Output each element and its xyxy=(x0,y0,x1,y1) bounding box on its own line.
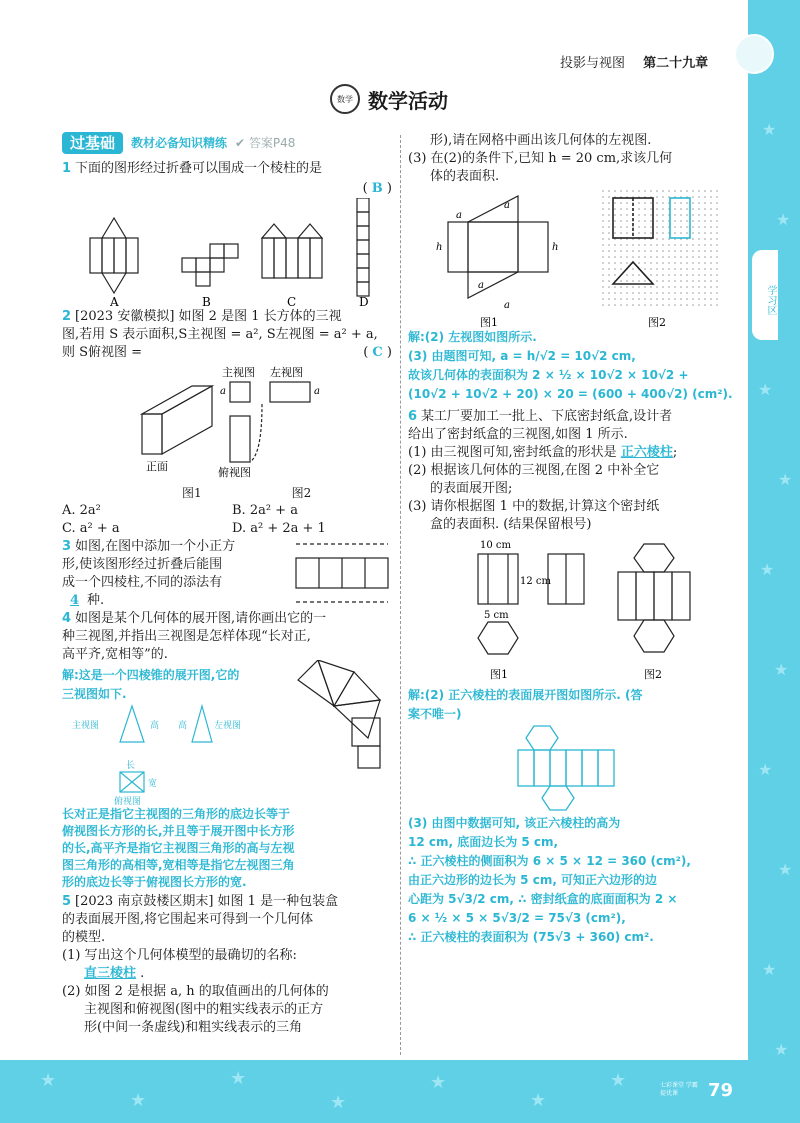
dim-10cm: 10 cm xyxy=(480,540,511,551)
question-text: [2023 安徽模拟] 如图 2 是图 1 长方体的三视 xyxy=(75,309,342,324)
question-text: 的表面展开图,将它围起来可得到一个几何体 xyxy=(62,912,314,927)
solution-text: 解:这是一个四棱锥的展开图,它的 三视图如下. xyxy=(62,668,240,701)
question-text: 某工厂要加工一批上、下底密封纸盒,设计者 xyxy=(421,409,673,424)
height-label: 高 xyxy=(150,721,160,731)
height-label: 高 xyxy=(178,721,188,731)
question-text: 下面的图形经过折叠可以围成一个棱柱的是 xyxy=(75,161,323,176)
q2-figures xyxy=(62,364,392,484)
label-a: A xyxy=(110,295,119,308)
h-label: h xyxy=(436,242,443,253)
label-c: C xyxy=(287,295,297,308)
front-view-label: 主视图 xyxy=(222,366,255,379)
facing-label: 正面 xyxy=(146,460,168,473)
page-number: 79 xyxy=(708,1080,734,1101)
question-part: 体的表面积. xyxy=(430,169,500,184)
question-5: 5 [2023 南京鼓楼区期末] 如图 1 是一种包装盒 的表面展开图,将它围起来可得到一个几何体 的模型. (1) 写出这个几何体模型的最确切的名称: 直三棱柱 . (2) 如图 2 是根据 a, h 的取值画出的几何体的 主视图和俯视图(图中的粗实线表示的正方 形(中间一条虚线)和粗实线表示的三角 xyxy=(62,894,339,1035)
q6-figures xyxy=(408,536,738,686)
decorative-star-strip: ★ ★ ★ ★ ★ ★ ★ ★ ★ ★ xyxy=(748,0,800,1123)
label-b: B xyxy=(202,295,211,308)
side-tab: 学习区 xyxy=(752,250,778,340)
question-part: 形),请在网格中画出该几何体的左视图. xyxy=(430,133,652,148)
fig2-caption: 图2 xyxy=(648,316,666,328)
q2-options xyxy=(62,502,392,538)
question-text: 图,若用 S 表示面积,S主视图 = a², S左视图 = a² + a, xyxy=(62,327,378,342)
question-6: 6 某工厂要加工一批上、下底密封纸盒,设计者 给出了密封纸盒的三视图,如图 1 所示. (1) 由三视图可知,密封纸盒的形状是 正六棱柱; (2) 根据该几何体的三视图,在图 2 中补全它 的表面展开图; (3) 请你根据图 1 中的数据,计算这个密封纸 盒的表面积. (结果保留根号) xyxy=(408,409,678,532)
fig1-caption: 图1 xyxy=(480,316,498,328)
question-text: 如图,在图中添加一个小正方 xyxy=(75,539,236,554)
a-label: a xyxy=(456,210,462,221)
question-text: 成一个四棱柱,不同的添法有 xyxy=(62,575,223,590)
question-part: (1) 写出这个几何体模型的最确切的名称: xyxy=(62,948,297,963)
front-view-label: 主视图 xyxy=(72,721,100,731)
answer-value: 4 xyxy=(70,593,80,608)
a-label: a xyxy=(314,386,320,397)
top-view-label: 俯视图 xyxy=(218,466,251,479)
q4-explanation: 长对正是指它主视图的三角形的底边长等于 俯视图长方形的长,并且等于展开图中长方形 的长,高平齐是指它主视图三角形的高与左视 图三角形的高相等,宽相等是指它左视图三角 形的底边长等于俯视图长方形的宽. xyxy=(62,807,295,889)
option-d[interactable]: D. a² + 2a + 1 xyxy=(232,521,326,536)
column-divider xyxy=(400,135,401,1055)
option-a[interactable]: A. 2a² xyxy=(62,503,101,518)
question-part: (1) 由三视图可知,密封纸盒的形状是 xyxy=(408,445,617,460)
mascot-icon xyxy=(734,34,774,74)
q4-three-views xyxy=(62,702,262,806)
fig2-caption: 图2 xyxy=(644,668,662,681)
section-name: 投影与视图 xyxy=(560,56,626,71)
question-text: 给出了密封纸盒的三视图,如图 1 所示. xyxy=(408,427,628,442)
question-number: 3 xyxy=(62,539,72,554)
title-badge-icon: 数学 xyxy=(330,84,360,114)
left-view-label: 左视图 xyxy=(214,721,242,731)
question-4 xyxy=(62,610,392,664)
banner-subtitle: 教材必备知识精练 xyxy=(131,136,228,150)
q6-solution-net xyxy=(408,724,738,814)
q5-solution: 解:(2) 左视图如图所示. (3) 由题图可知, a = h/√2 = 10√2 cm, 故该几何体的表面积为 2 × ½ × 10√2 × 10√2 + (10√2 + 10√2 + 20) × 20 = (600 + 400√2) (cm²). xyxy=(408,330,733,401)
question-part: 盒的表面积. (结果保留根号) xyxy=(430,517,592,532)
top-view-label: 俯视图 xyxy=(114,797,142,806)
fig1-caption: 图1 xyxy=(182,486,202,500)
fig1-caption: 图1 xyxy=(490,668,508,681)
question-text: 高平齐,宽相等”的. xyxy=(62,647,168,662)
q4-solution-block xyxy=(62,666,392,806)
option-c[interactable]: C. a² + a xyxy=(62,521,120,536)
a-label: a xyxy=(478,280,484,291)
answer-value: 正六棱柱 xyxy=(620,445,673,460)
fig2-caption: 图2 xyxy=(291,486,312,500)
label-d: D xyxy=(359,295,369,308)
title-text: 数学活动 xyxy=(368,88,448,113)
bottom-band: ★ ★ ★ ★ ★ ★ ★ xyxy=(0,1060,748,1123)
answer-bracket: ( B ) xyxy=(362,181,392,196)
chapter-name: 第二十九章 xyxy=(643,56,709,71)
page-title xyxy=(330,82,470,116)
footer-logo: 七彩课堂 学霸提优课 xyxy=(660,1082,698,1097)
question-text: 种. xyxy=(87,593,105,608)
question-2: 2 [2023 安徽模拟] 如图 2 是图 1 长方体的三视 图,若用 S 表示面积,S主视图 = a², S左视图 = a² + a, 则 S俯视图 = ( C ) xyxy=(62,309,392,360)
question-number: 1 xyxy=(62,161,72,176)
dim-12cm: 12 cm xyxy=(520,576,551,587)
q5-figures xyxy=(408,188,738,328)
left-view-label: 左视图 xyxy=(270,366,303,379)
question-part: 主视图和俯视图(图中的粗实线表示的正方 xyxy=(84,1002,324,1017)
option-b[interactable]: B. 2a² + a xyxy=(232,503,298,518)
question-text: 的模型. xyxy=(62,930,106,945)
question-number: 6 xyxy=(408,409,418,424)
q3-figure xyxy=(294,542,390,604)
width-label: 宽 xyxy=(148,779,158,789)
question-text: 如图是某个几何体的展开图,请你画出它的一 xyxy=(75,611,327,626)
question-part: 的表面展开图; xyxy=(430,481,513,496)
a-label: a xyxy=(504,200,510,211)
page-header xyxy=(560,52,708,71)
question-5-continued xyxy=(408,132,738,186)
question-text: 种三视图,并指出三视图是怎样体现“长对正, xyxy=(62,629,311,644)
question-number: 2 xyxy=(62,309,72,324)
q4-net-figure xyxy=(294,660,394,780)
question-part: 形(中间一条虚线)和粗实线表示的三角 xyxy=(84,1020,303,1035)
h-label: h xyxy=(552,242,559,253)
right-column xyxy=(408,132,738,947)
question-part: (3) 请你根据图 1 中的数据,计算这个密封纸 xyxy=(408,499,660,514)
question-3 xyxy=(62,538,392,610)
q1-figures xyxy=(62,198,392,308)
question-part: (2) 如图 2 是根据 a, h 的取值画出的几何体的 xyxy=(62,984,329,999)
a-label: a xyxy=(220,386,226,397)
question-number: 5 xyxy=(62,894,72,909)
left-column xyxy=(62,130,392,1039)
question-part: (3) 在(2)的条件下,已知 h = 20 cm,求该几何 xyxy=(408,151,673,166)
a-label: a xyxy=(504,300,510,311)
question-text: 则 S俯视图 = xyxy=(62,345,143,360)
dim-5cm: 5 cm xyxy=(484,610,509,621)
answer-value: C xyxy=(372,345,383,360)
q2-fig-captions xyxy=(62,484,392,502)
question-part: (2) 根据该几何体的三视图,在图 2 中补全它 xyxy=(408,463,660,478)
q6-solution: 解:(2) 正六棱柱的表面展开图如图所示. (答 案不唯一) xyxy=(408,688,643,721)
length-label: 长 xyxy=(126,761,136,771)
question-number: 4 xyxy=(62,611,72,626)
section-banner xyxy=(62,130,392,156)
question-text: 形,使该图形经过折叠后能围 xyxy=(62,557,223,572)
q6-solution-continued: (3) 由图中数据可知, 该正六棱柱的高为 12 cm, 底面边长为 5 cm, ∴ 正六棱柱的侧面积为 6 × 5 × 12 = 360 (cm²), 由正六边形的边长为 5 cm, 可知正六边形的边 心距为 5√3/2 cm, ∴ 密封纸盒的底面面积为 2 × 6 × ½ × 5 × 5√3/2 = 75√3 (cm²), ∴ 正六棱柱的表面积为 (75√3 + 360) cm². xyxy=(408,816,691,944)
question-1 xyxy=(62,160,392,178)
answer-value: 直三棱柱 xyxy=(84,966,137,981)
answer-reference: ✔ 答案P48 xyxy=(235,136,296,150)
banner-tag: 过基础 xyxy=(62,132,123,154)
answer-value: B xyxy=(371,181,383,196)
question-text: [2023 南京鼓楼区期末] 如图 1 是一种包装盒 xyxy=(75,894,339,909)
